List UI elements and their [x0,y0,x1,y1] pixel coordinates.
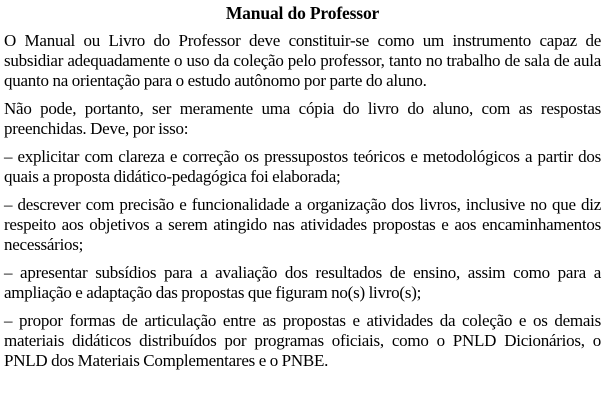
list-item-articulacao: – propor formas de articulação entre as propostas e atividades da coleção e os demais materiais didáticos distribuídos por programas oficiais, como o PNLD Dicionários, o PNLD dos Materiais Complementares e o PNBE. [4,311,601,370]
list-item-avaliacao: – apresentar subsídios para a avaliação dos resultados de ensino, assim como para a ampliação e adaptação das propostas que figuram no(s) livro(s); [4,263,601,302]
intro-paragraph: O Manual ou Livro do Professor deve constituir-se como um instrumento capaz de subsidiar adequadamente o uso da coleção pelo professor, tanto no trabalho de sala de aula quanto na orientação para o estudo autônomo por parte do aluno. [4,31,601,90]
document-title: Manual do Professor [225,3,380,23]
requirements-paragraph: Não pode, portanto, ser meramente uma cópia do livro do aluno, com as respostas preenchidas. Deve, por isso: [4,99,601,138]
list-item-organizacao: – descrever com precisão e funcionalidade a organização dos livros, inclusive no que diz respeito aos objetivos a serem atingido nas atividades propostas e aos encaminhamentos necessários; [4,195,601,254]
list-item-pressupostos: – explicitar com clareza e correção os pressupostos teóricos e metodológicos a partir dos quais a proposta didático-pedagógica foi elaborada; [4,147,601,186]
